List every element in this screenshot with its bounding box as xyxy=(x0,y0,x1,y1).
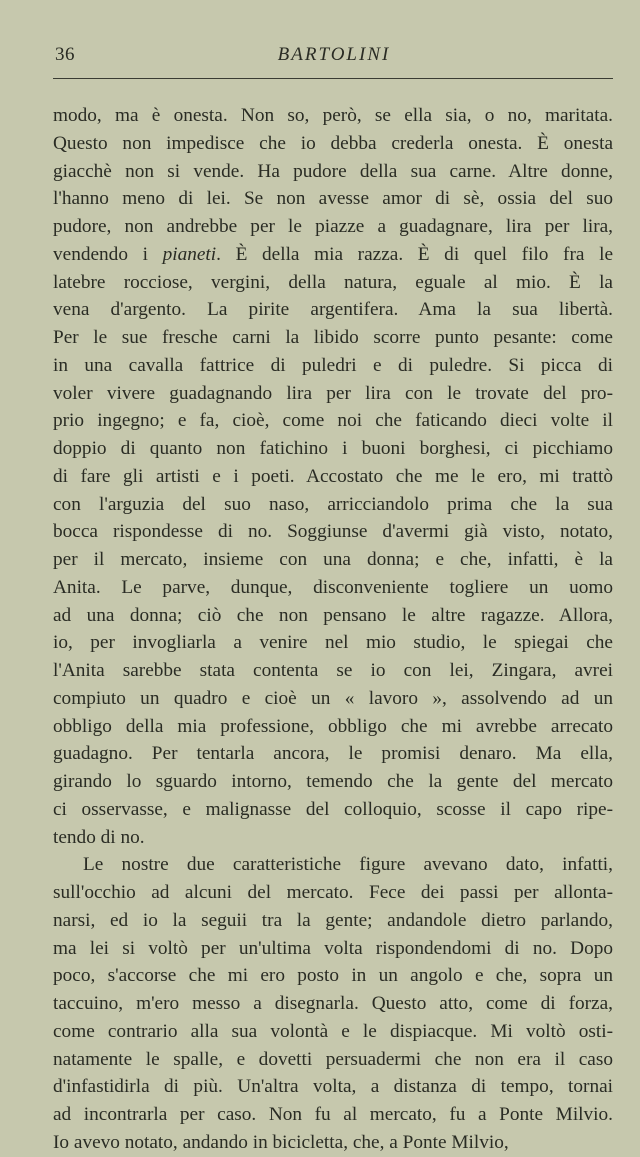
text-line: guadagno. Per tentarla ancora, le promisi denaro. Ma ella, xyxy=(53,743,613,765)
text-line: modo, ma è onesta. Non so, però, se ella sia, o no, maritata. xyxy=(53,105,613,126)
text-line: tendo di no. xyxy=(53,826,145,848)
text-line: girando lo sguardo intorno, temendo che la gente del mercato xyxy=(53,771,613,792)
page-header xyxy=(55,44,613,76)
text-line: l'hanno meno di lei. Se non avesse amor di sè, ossia del suo xyxy=(53,188,613,210)
text-line: con l'arguzia del suo naso, arricciandolo prima che la sua xyxy=(53,493,613,515)
text-line: Anita. Le parve, dunque, disconveniente togliere un uomo xyxy=(53,576,613,598)
running-head: BARTOLINI xyxy=(277,44,391,65)
text-line: prio ingegno; e fa, cioè, come noi che faticando dieci volte il xyxy=(53,410,613,432)
text-line: come contrario alla sua volontà e le dispiacque. Mi voltò osti- xyxy=(53,1020,613,1042)
text-line: l'Anita sarebbe stata contenta se io con lei, Zingara, avrei xyxy=(53,660,613,681)
text-line: ad incontrarla per caso. Non fu al mercato, fu a Ponte Milvio. xyxy=(53,1104,613,1125)
text-line: ad una donna; ciò che non pensano le altre ragazze. Allora, xyxy=(53,604,613,626)
page-number: 36 xyxy=(55,44,75,65)
header-rule xyxy=(53,78,613,79)
text-line: Per le sue fresche carni la libido scorre punto pesante: come xyxy=(53,327,613,348)
text-line: io, per invogliarla a venire nel mio studio, le spiegai che xyxy=(53,632,613,654)
text-line: doppio di quanto non fatichino i buoni borghesi, ci picchiamo xyxy=(53,438,613,459)
text-line: compiuto un quadro e cioè un « lavoro », assolvendo ad un xyxy=(53,687,613,709)
text-line: vendendo i pianeti. È della mia razza. È di quel filo fra le xyxy=(53,243,613,265)
text-line: di fare gli artisti e i poeti. Accostato che me le ero, mi trattò xyxy=(53,465,613,487)
text-line: d'infastidirla di più. Un'altra volta, a distanza di tempo, tornai xyxy=(53,1076,613,1098)
text-line: obbligo della mia professione, obbligo che mi avrebbe arrecato xyxy=(53,715,613,737)
text-line: Io avevo notato, andando in bicicletta, che, a Ponte Milvio, xyxy=(53,1131,509,1153)
text-line: vena d'argento. La pirite argentifera. Ama la sua libertà. xyxy=(53,299,613,321)
text-line: sull'occhio ad alcuni del mercato. Fece dei passi per allonta- xyxy=(53,882,613,903)
text-line: narsi, ed io la seguii tra la gente; andandole dietro parlando, xyxy=(53,909,613,931)
text-line: latebre rocciose, vergini, della natura, eguale al mio. È la xyxy=(53,271,613,293)
text-line: Le nostre due caratteristiche figure avevano dato, infatti, xyxy=(83,854,613,876)
text-line: per il mercato, insieme con una donna; e che, infatti, è la xyxy=(53,549,613,570)
text-line: voler vivere guadagnando lira per lira con le trovate del pro- xyxy=(53,382,613,404)
text-line: poco, s'accorse che mi ero posto in un angolo e che, sopra un xyxy=(53,965,613,987)
text-line: in una cavalla fattrice di puledri e di puledre. Si picca di xyxy=(53,354,613,376)
text-line: giacchè non si vende. Ha pudore della sua carne. Altre donne, xyxy=(53,160,613,182)
body-text xyxy=(53,102,613,1157)
text-line: ma lei si voltò per un'ultima volta rispondendomi di no. Dopo xyxy=(53,937,613,959)
text-line: bocca rispondesse di no. Soggiunse d'avermi già visto, notato, xyxy=(53,521,613,543)
text-line: pudore, non andrebbe per le piazze a guadagnare, lira per lira, xyxy=(53,216,613,237)
text-line: Questo non impedisce che io debba crederla onesta. È onesta xyxy=(53,132,613,154)
text-line: ci osservasse, e malignasse del colloquio, scosse il capo ripe- xyxy=(53,798,613,820)
text-line: taccuino, m'ero messo a disegnarla. Questo atto, come di forza, xyxy=(53,993,613,1014)
text-line: natamente le spalle, e dovetti persuadermi che non era il caso xyxy=(53,1048,613,1070)
